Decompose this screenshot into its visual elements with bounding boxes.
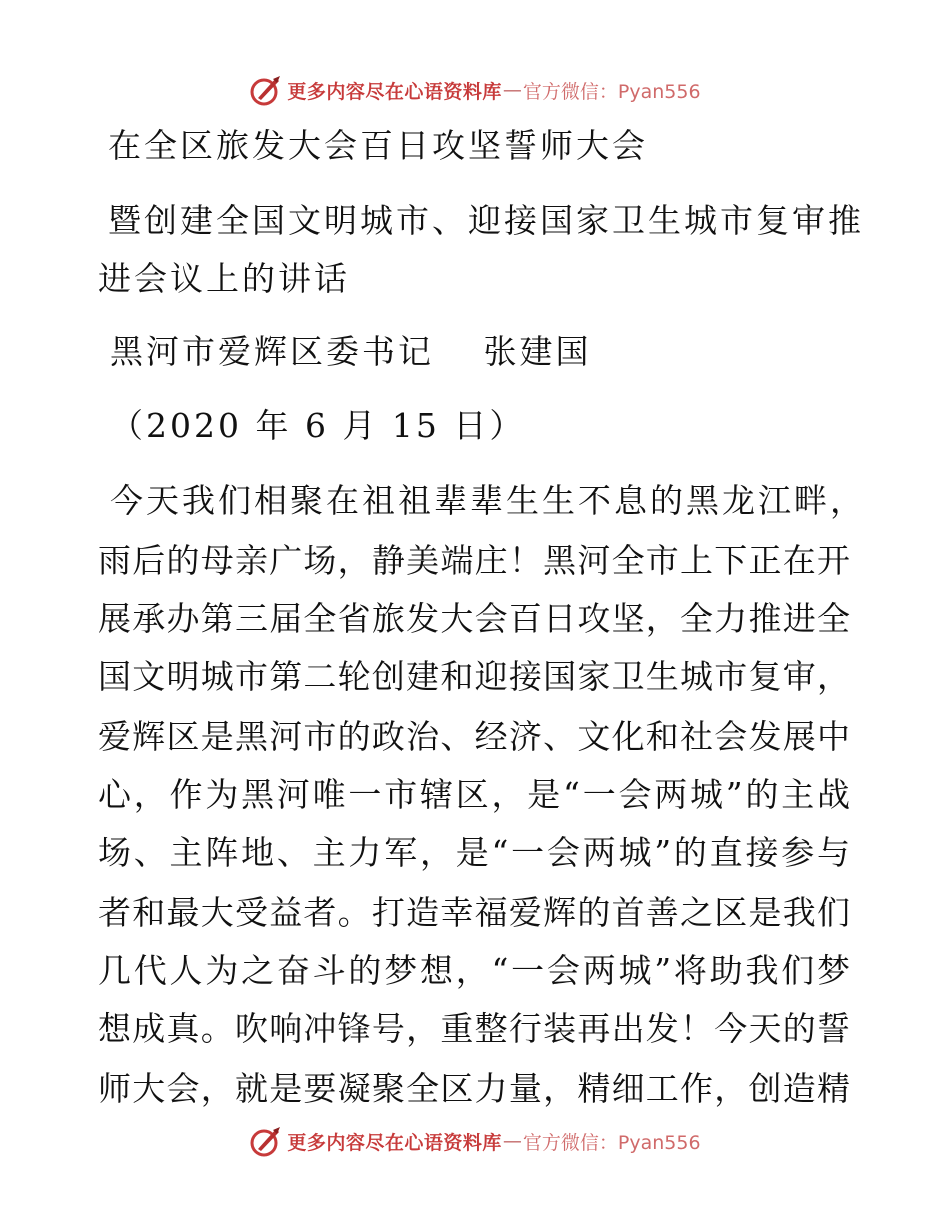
body-line-10: 想成真。吹响冲锋号，重整行装再出发！今天的誓 <box>98 1009 850 1048</box>
body-line-1: 今天我们相聚在祖祖辈辈生生不息的黑龙江畔， <box>110 481 866 520</box>
quill-logo-icon <box>249 73 283 107</box>
quill-logo-icon <box>249 1124 283 1158</box>
body-line-11: 师大会，就是要凝聚全区力量，精细工作，创造精 <box>98 1069 850 1108</box>
title-line-3: 进会议上的讲话 <box>98 259 350 298</box>
body-line-9: 几代人为之奋斗的梦想，“一会两城”将助我们梦 <box>98 951 850 990</box>
watermark-account: 官方微信：Pyan556 <box>522 1131 701 1154</box>
body-line-6: 心，作为黑河唯一市辖区，是“一会两城”的主战 <box>98 775 850 814</box>
title-line-2: 暨创建全国文明城市、迎接国家卫生城市复审推 <box>108 201 864 240</box>
watermark-brand: 更多内容尽在心语资料库 <box>287 1131 502 1154</box>
body-line-7: 场、主阵地、主力军，是“一会两城”的直接参与 <box>98 833 850 872</box>
body-line-8: 者和最大受益者。打造幸福爱辉的首善之区是我们 <box>98 893 850 932</box>
watermark-account: 官方微信：Pyan556 <box>522 80 701 103</box>
watermark-dash: — <box>502 1130 522 1152</box>
watermark-dash: — <box>502 79 522 101</box>
body-line-5: 爱辉区是黑河市的政治、经济、文化和社会发展中 <box>98 717 850 756</box>
body-line-3: 展承办第三届全省旅发大会百日攻坚，全力推进全 <box>98 599 850 638</box>
watermark-brand: 更多内容尽在心语资料库 <box>287 80 502 103</box>
title-line-1: 在全区旅发大会百日攻坚誓师大会 <box>108 126 648 165</box>
body-line-4: 国文明城市第二轮创建和迎接国家卫生城市复审， <box>98 657 850 696</box>
header-watermark <box>0 68 950 112</box>
footer-watermark <box>0 1119 950 1163</box>
body-line-2: 雨后的母亲广场，静美端庄！黑河全市上下正在开 <box>98 541 850 580</box>
date-line: （2020 年 6 月 15 日） <box>110 406 526 445</box>
speaker-line: 黑河市爱辉区委书记 张建国 <box>110 332 592 371</box>
